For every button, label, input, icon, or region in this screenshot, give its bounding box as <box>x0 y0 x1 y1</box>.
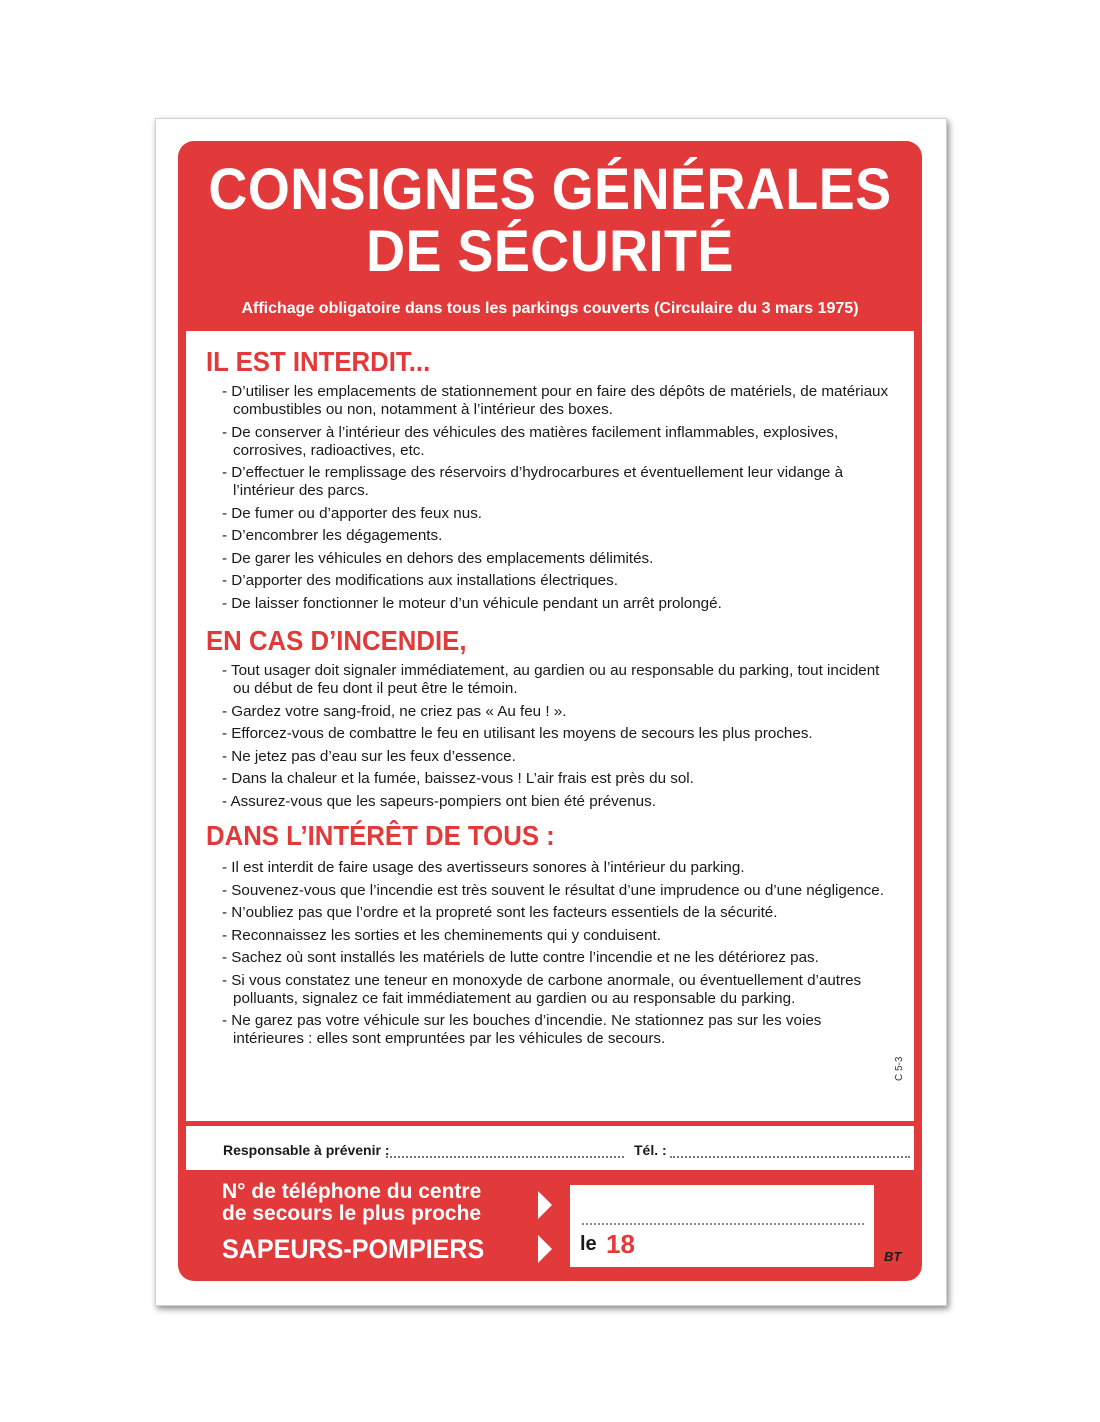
tel-fill-line <box>670 1156 910 1158</box>
list-item: - Dans la chaleur et la fumée, baissez-vous ! L’air frais est près du sol. <box>222 770 694 787</box>
list-item: - Il est interdit de faire usage des avertisseurs sonores à l’intérieur du parking. <box>222 859 745 876</box>
section-list-interet <box>222 859 892 1053</box>
list-item: - N’oubliez pas que l’ordre et la propreté sont les facteurs essentiels de la sécurité. <box>222 904 778 921</box>
list-item: - De laisser fonctionner le moteur d’un véhicule pendant un arrêt prolongé. <box>222 594 722 612</box>
reference-code: C 5-3 <box>894 1056 905 1081</box>
section-list-incendie <box>222 662 892 815</box>
contact-box <box>186 1126 914 1170</box>
section-heading-interdit: IL EST INTERDIT... <box>206 346 431 377</box>
sign-title <box>204 159 896 283</box>
arrow-right-icon <box>538 1191 552 1219</box>
publisher-logo: BT <box>884 1249 902 1264</box>
list-item: - D’apporter des modifications aux installations électriques. <box>222 572 618 589</box>
phone-fill-line <box>582 1223 864 1225</box>
safety-sign-sheet <box>155 118 947 1306</box>
list-item: - D’utiliser les emplacements de stationnement pour en faire des dépôts de matériels, de matériaux combustibles ou non, notamment à l’intérieur des boxes. <box>222 383 889 418</box>
rules-content <box>186 331 914 1121</box>
emergency-line-1: N° de téléphone du centre <box>222 1180 482 1203</box>
list-item: - Assurez-vous que les sapeurs-pompiers ont bien été prévenus. <box>222 792 656 810</box>
tel-label: Tél. : <box>634 1142 667 1158</box>
emergency-line-2: de secours le plus proche <box>222 1202 482 1225</box>
section-list-interdit <box>222 383 892 617</box>
list-item: - Ne jetez pas d’eau sur les feux d’essence. <box>222 747 516 765</box>
emergency-phone-box <box>570 1185 874 1267</box>
list-item: - Reconnaissez les sorties et les cheminements qui y conduisent. <box>222 926 661 944</box>
list-item: - Souvenez-vous que l’incendie est très souvent le résultat d’une imprudence ou d’une négligence. <box>222 881 884 899</box>
section-heading-interet: DANS L’INTÉRÊT DE TOUS : <box>206 820 555 851</box>
list-item: - Ne garez pas votre véhicule sur les bouches d’incendie. Ne stationnez pas sur les voies intérieures : elles sont empruntées par les véhicules de secours. <box>222 1012 822 1047</box>
arrow-right-icon <box>538 1235 552 1263</box>
emergency-center-label <box>222 1181 481 1225</box>
sign-red-panel <box>178 141 922 1281</box>
list-item: - Sachez où sont installés les matériels de lutte contre l’incendie et ne les détériorez pas. <box>222 949 819 966</box>
list-item: - Tout usager doit signaler immédiatement, au gardien ou au responsable du parking, tout incident ou début de feu dont il peut être le témoin. <box>222 662 880 697</box>
list-item: - De fumer ou d’apporter des feux nus. <box>222 504 483 522</box>
title-line-1: CONSIGNES GÉNÉRALES <box>208 157 892 222</box>
section-heading-incendie: EN CAS D’INCENDIE, <box>206 625 467 656</box>
le-label: le <box>580 1233 597 1255</box>
responsable-fill-line <box>386 1156 624 1158</box>
list-item: - De garer les véhicules en dehors des emplacements délimités. <box>222 549 654 567</box>
list-item: - D’effectuer le remplissage des réservoirs d’hydrocarbures et éventuellement leur vidange à l’intérieur des parcs. <box>222 464 844 499</box>
list-item: - Efforcez-vous de combattre le feu en utilisant les moyens de secours les plus proches. <box>222 725 813 742</box>
list-item: - Gardez votre sang-froid, ne criez pas « Au feu ! ». <box>222 702 567 720</box>
list-item: - Si vous constatez une teneur en monoxyde de carbone anormale, ou éventuellement d’autres polluants, signalez ce fait immédiatement au gardien ou au responsable du parking. <box>222 971 862 1007</box>
fire-number: 18 <box>606 1229 635 1259</box>
sapeurs-pompiers-label: SAPEURS-POMPIERS <box>222 1234 485 1264</box>
list-item: - De conserver à l’intérieur des véhicules des matières facilement inflammables, explosives, corrosives, radioactives, etc. <box>222 423 839 459</box>
list-item: - D’encombrer les dégagements. <box>222 527 443 544</box>
title-line-2: DE SÉCURITÉ <box>366 219 734 284</box>
sign-subtitle: Affichage obligatoire dans tous les parkings couverts (Circulaire du 3 mars 1975) <box>241 300 859 317</box>
responsable-label: Responsable à prévenir : <box>223 1142 390 1158</box>
